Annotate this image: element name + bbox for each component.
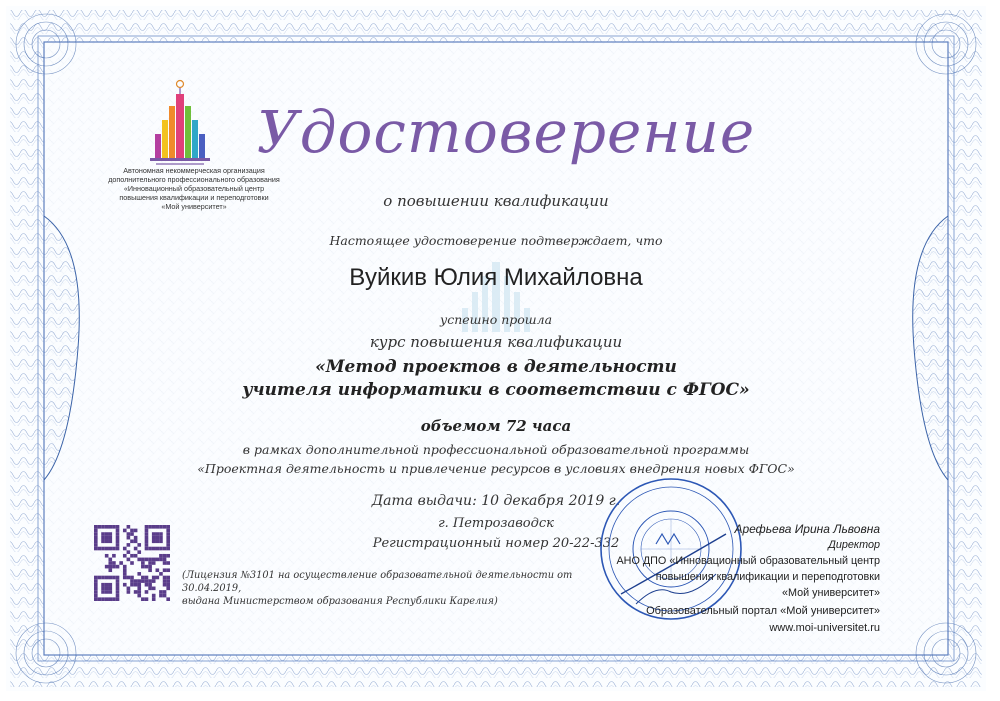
course-title-line1: «Метод проектов в деятельности [315, 357, 677, 377]
program-name: «Проектная деятельность и привлечение ресурсов в условиях внедрения новых ФГОС» [197, 461, 795, 476]
signer-org-line: АНО ДПО «Инновационный образовательный центр [616, 555, 880, 567]
signer-org-line: повышения квалификации и переподготовки [655, 571, 880, 583]
signer-org-line: «Мой университет» [781, 587, 880, 599]
org-caption-line: дополнительного профессионального образования [108, 175, 280, 184]
passed-text: успешно прошла [439, 312, 553, 327]
registration-number: Регистрационный номер 20-22-332 [372, 536, 620, 551]
signer-name: Арефьева Ирина Львовна [734, 522, 880, 536]
course-title-line2: учителя информатики в соответствии с ФГОС» [242, 380, 750, 400]
portal-info [550, 603, 880, 637]
org-caption-line: Автономная некоммерческая организация [123, 166, 265, 175]
org-caption-line: «Инновационный образовательный центр [123, 184, 265, 193]
qr-code-icon [94, 525, 170, 601]
signer-position: Директор [828, 539, 880, 551]
signature-block [550, 521, 880, 601]
certificate [6, 6, 986, 691]
course-kind: курс повышения квалификации [369, 333, 623, 351]
confirm-text: Настоящее удостоверение подтверждает, что [329, 233, 663, 248]
portal-url: www.moi-universitet.ru [769, 622, 880, 634]
course-hours: объемом 72 часа [420, 417, 572, 435]
issue-city: г. Петрозаводск [438, 516, 554, 531]
org-caption-line: «Мой университет» [161, 202, 227, 211]
program-intro: в рамках дополнительной профессиональной образовательной программы [242, 442, 750, 457]
issue-date: Дата выдачи: 10 декабря 2019 г. [371, 493, 621, 509]
certificate-subtitle: о повышении квалификации [383, 192, 609, 210]
license-note [182, 569, 602, 608]
org-caption-line: повышения квалификации и переподготовки [119, 193, 269, 202]
certificate-title: Удостоверение [256, 98, 756, 166]
portal-name: Образовательный портал «Мой университет» [646, 605, 880, 617]
license-line: (Лицензия №3101 на осуществление образовательной деятельности от 30.04.2019, [182, 570, 573, 594]
recipient-name: Вуйкив Юлия Михайловна [349, 264, 643, 291]
license-line: выдана Министерством образования Республики Карелия) [182, 596, 498, 607]
